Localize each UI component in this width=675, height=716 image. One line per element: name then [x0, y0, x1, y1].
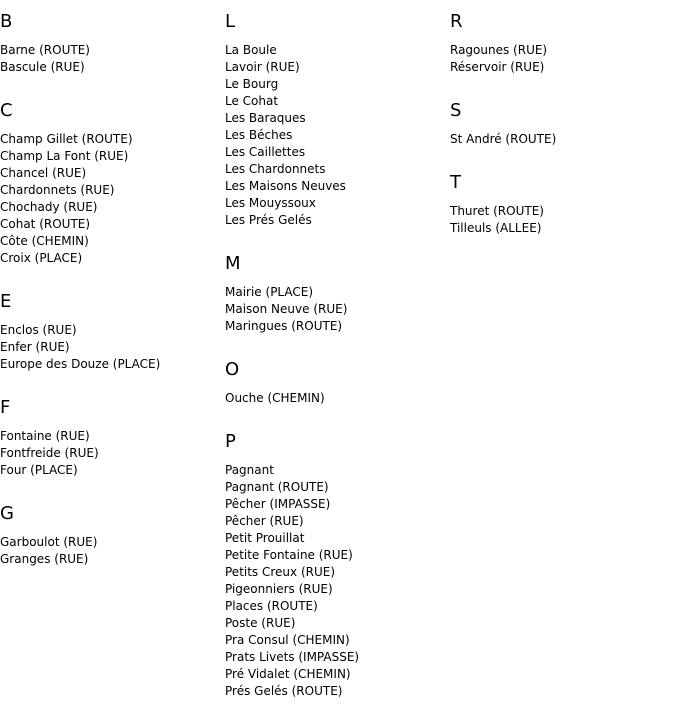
letter-section-g	[0, 503, 220, 568]
letter-section-t	[450, 172, 670, 237]
street-list-item[interactable]: Four (PLACE)	[0, 463, 78, 477]
section-letter-heading: B	[0, 11, 13, 32]
street-list-item[interactable]: Les Caillettes	[225, 145, 306, 159]
letter-section-b	[0, 11, 220, 76]
section-letter-heading: F	[0, 397, 11, 418]
street-list-item[interactable]: Tilleuls (ALLEE)	[450, 221, 542, 235]
street-list-item[interactable]: Pêcher (RUE)	[225, 514, 304, 528]
street-list-item[interactable]: La Boule	[225, 43, 277, 57]
street-list	[450, 42, 670, 76]
street-list-item[interactable]: Champ Gillet (ROUTE)	[0, 132, 133, 146]
section-letter-heading: R	[450, 11, 463, 32]
street-list	[0, 428, 220, 479]
street-list-item[interactable]: Champ La Font (RUE)	[0, 149, 129, 163]
street-list-item[interactable]: Granges (RUE)	[0, 552, 89, 566]
street-list-item[interactable]: Croix (PLACE)	[0, 251, 83, 265]
street-list-item[interactable]: Le Bourg	[225, 77, 279, 91]
street-list-item[interactable]: Pré Vidalet (CHEMIN)	[225, 667, 351, 681]
street-list	[225, 462, 445, 700]
street-list	[450, 131, 670, 148]
street-list-item[interactable]: Barne (ROUTE)	[0, 43, 90, 57]
street-list-item[interactable]: Le Cohat	[225, 94, 279, 108]
street-list-item[interactable]: Les Chardonnets	[225, 162, 326, 176]
street-list-item[interactable]: Ouche (CHEMIN)	[225, 391, 325, 405]
street-list-item[interactable]: Les Mouyssoux	[225, 196, 316, 210]
index-column-3	[450, 0, 670, 237]
letter-section-s	[450, 100, 670, 148]
letter-section-l	[225, 11, 445, 229]
street-list-item[interactable]: Prats Livets (IMPASSE)	[225, 650, 360, 664]
street-list	[0, 42, 220, 76]
section-letter-heading: M	[225, 253, 241, 274]
street-list-item[interactable]: Ragounes (RUE)	[450, 43, 548, 57]
street-list-item[interactable]: Maringues (ROUTE)	[225, 319, 343, 333]
section-letter-heading: S	[450, 100, 462, 121]
street-list-item[interactable]: Chardonnets (RUE)	[0, 183, 115, 197]
street-list-item[interactable]: Chancel (RUE)	[0, 166, 87, 180]
letter-section-p	[225, 431, 445, 700]
street-list-item[interactable]: Pêcher (IMPASSE)	[225, 497, 331, 511]
section-letter-heading: P	[225, 431, 236, 452]
section-letter-heading: O	[225, 359, 240, 380]
street-list-item[interactable]: Lavoir (RUE)	[225, 60, 300, 74]
street-list	[0, 322, 220, 373]
street-list-item[interactable]: Places (ROUTE)	[225, 599, 318, 613]
street-list	[450, 203, 670, 237]
street-list-item[interactable]: Bascule (RUE)	[0, 60, 85, 74]
street-list-item[interactable]: Les Baraques	[225, 111, 306, 125]
street-list-item[interactable]: Les Béches	[225, 128, 293, 142]
index-column-1	[0, 0, 220, 568]
letter-section-o	[225, 359, 445, 407]
section-letter-heading: C	[0, 100, 13, 121]
street-list-item[interactable]: Thuret (ROUTE)	[450, 204, 544, 218]
section-letter-heading: L	[225, 11, 236, 32]
letter-section-f	[0, 397, 220, 479]
street-list	[0, 131, 220, 267]
street-list	[0, 534, 220, 568]
street-list-item[interactable]: Réservoir (RUE)	[450, 60, 545, 74]
street-list-item[interactable]: Petit Prouillat	[225, 531, 305, 545]
street-list-item[interactable]: Poste (RUE)	[225, 616, 296, 630]
street-list	[225, 390, 445, 407]
street-list	[225, 42, 445, 229]
street-list-item[interactable]: Mairie (PLACE)	[225, 285, 314, 299]
section-letter-heading: T	[450, 172, 461, 193]
street-list-item[interactable]: Chochady (RUE)	[0, 200, 98, 214]
street-list-item[interactable]: Garboulot (RUE)	[0, 535, 98, 549]
street-list-item[interactable]: Les Prés Gelés	[225, 213, 312, 227]
street-list-item[interactable]: Enclos (RUE)	[0, 323, 77, 337]
letter-section-e	[0, 291, 220, 373]
street-list-item[interactable]: Les Maisons Neuves	[225, 179, 346, 193]
index-column-2	[225, 0, 445, 700]
street-list-item[interactable]: Prés Gelés (ROUTE)	[225, 684, 343, 698]
street-list-item[interactable]: Maison Neuve (RUE)	[225, 302, 348, 316]
street-list-item[interactable]: Enfer (RUE)	[0, 340, 70, 354]
street-list-item[interactable]: Pra Consul (CHEMIN)	[225, 633, 350, 647]
street-list-item[interactable]: Côte (CHEMIN)	[0, 234, 89, 248]
street-list-item[interactable]: St André (ROUTE)	[450, 132, 557, 146]
letter-section-m	[225, 253, 445, 335]
section-letter-heading: E	[0, 291, 12, 312]
street-list-item[interactable]: Pigeonniers (RUE)	[225, 582, 333, 596]
letter-section-r	[450, 11, 670, 76]
letter-section-c	[0, 100, 220, 267]
street-list-item[interactable]: Petite Fontaine (RUE)	[225, 548, 353, 562]
street-list-item[interactable]: Petits Creux (RUE)	[225, 565, 336, 579]
section-letter-heading: G	[0, 503, 14, 524]
street-list-item[interactable]: Europe des Douze (PLACE)	[0, 357, 161, 371]
street-list-item[interactable]: Pagnant (ROUTE)	[225, 480, 329, 494]
street-list-item[interactable]: Pagnant	[225, 463, 274, 477]
street-list-item[interactable]: Cohat (ROUTE)	[0, 217, 91, 231]
street-list-item[interactable]: Fontfreide (RUE)	[0, 446, 99, 460]
street-list	[225, 284, 445, 335]
street-list-item[interactable]: Fontaine (RUE)	[0, 429, 90, 443]
